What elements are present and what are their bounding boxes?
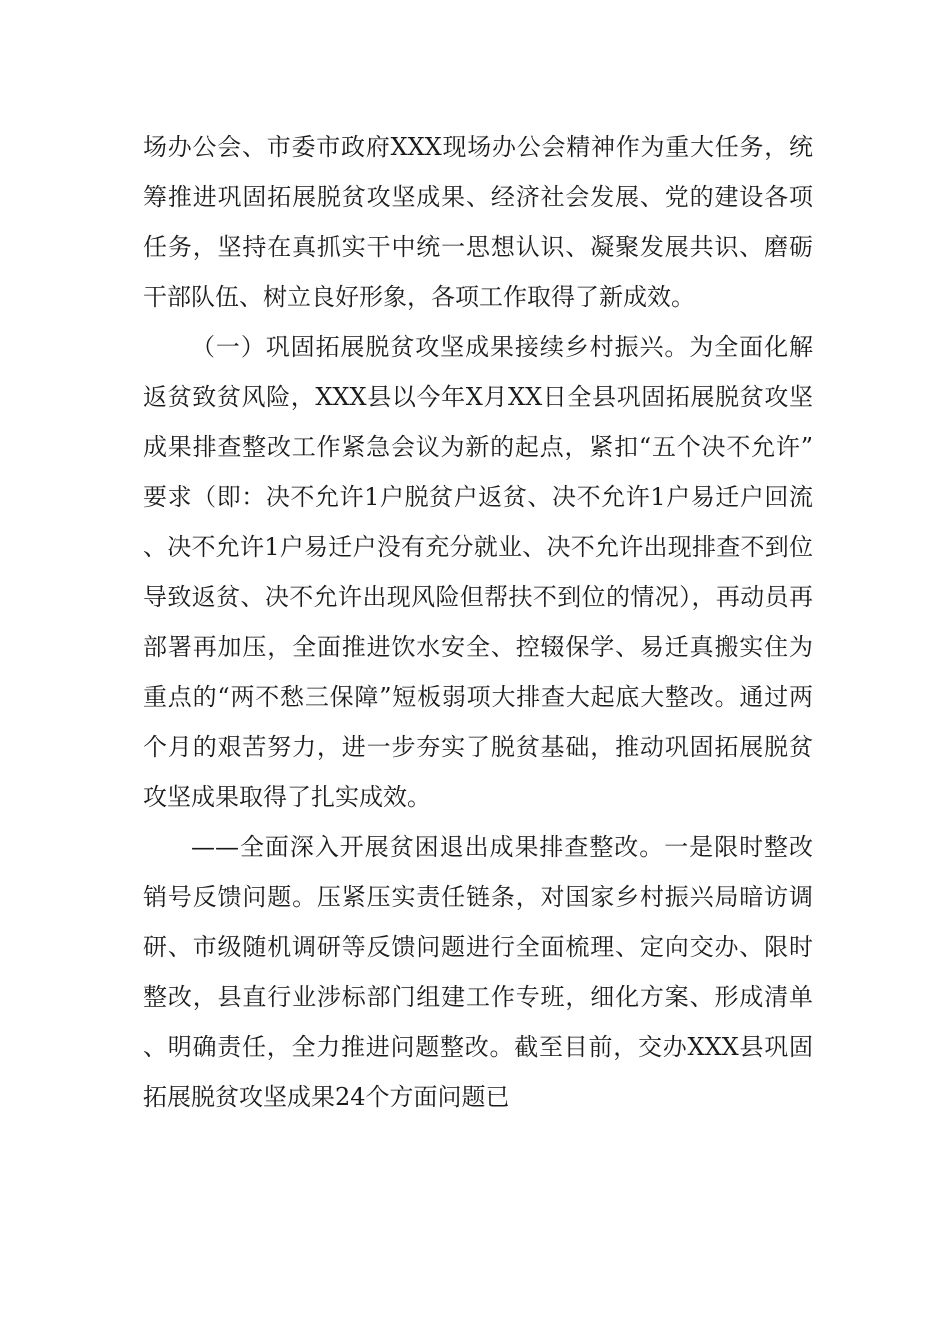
- paragraph-continuation: 场办公会、市委市政府XXX现场办公会精神作为重大任务，统筹推进巩固拓展脱贫攻坚成果、经济社会发展、党的建设各项任务，坚持在真抓实干中统一思想认识、凝聚发展共识、磨砺干部队伍、树立良好形象，各项工作取得了新成效。: [143, 133, 813, 311]
- document-body: [143, 122, 813, 1122]
- paragraph-poverty-exit-review: ——全面深入开展贫困退出成果排查整改。一是限时整改销号反馈问题。压紧压实责任链条，对国家乡村振兴局暗访调研、市级随机调研等反馈问题进行全面梳理、定向交办、限时整改，县直行业涉标部门组建工作专班，细化方案、形成清单、明确责任，全力推进问题整改。截至目前，交办XXX县巩固拓展脱贫攻坚成果24个方面问题已: [143, 833, 813, 1111]
- paragraph-section-one: （一）巩固拓展脱贫攻坚成果接续乡村振兴。为全面化解返贫致贫风险，XXX县以今年X月XX日全县巩固拓展脱贫攻坚成果排查整改工作紧急会议为新的起点，紧扣“五个决不允许”要求（即：决不允许1户脱贫户返贫、决不允许1户易迁户回流、决不允许1户易迁户没有充分就业、决不允许出现排查不到位导致返贫、决不允许出现风险但帮扶不到位的情况），再动员再部署再加压，全面推进饮水安全、控辍保学、易迁真搬实住为重点的“两不愁三保障”短板弱项大排查大起底大整改。通过两个月的艰苦努力，进一步夯实了脱贫基础，推动巩固拓展脱贫攻坚成果取得了扎实成效。: [143, 333, 813, 811]
